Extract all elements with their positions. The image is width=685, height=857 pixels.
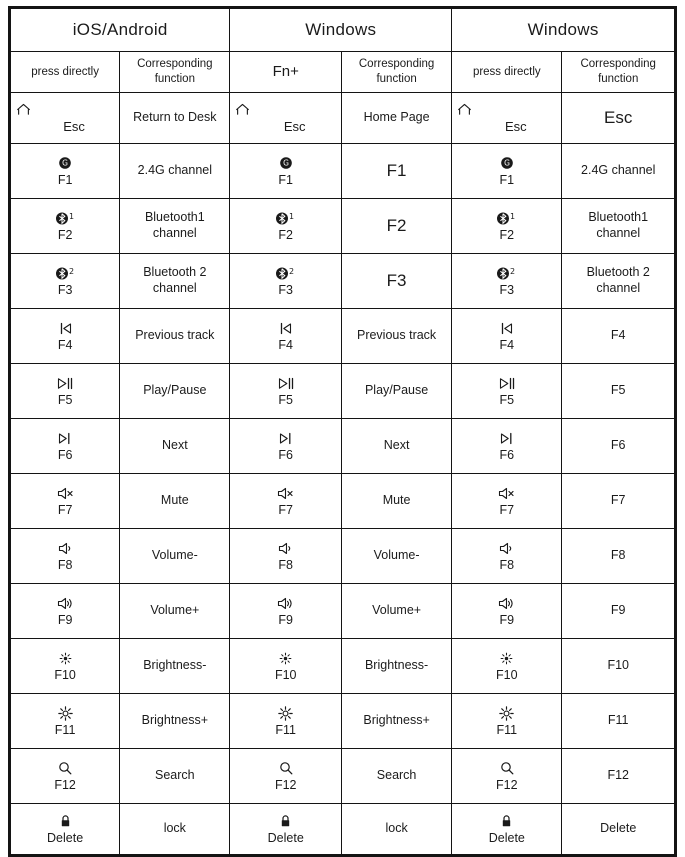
function-cell: F6 [562,419,676,474]
subheader-corresponding-function-1: Corresponding function [120,52,230,93]
lock-icon [279,814,292,830]
key-cell-ios [10,254,120,309]
table-row [10,694,676,749]
function-cell: Volume+ [120,584,230,639]
key-cell-fn [230,804,342,856]
function-cell: Bluetooth 2 channel [120,254,230,309]
function-cell: F8 [562,529,676,584]
key-cell-fn [230,584,342,639]
key-label: F9 [278,612,293,627]
key-label: F4 [499,337,515,352]
key-cell-ios [10,694,120,749]
key-cell-fn [230,364,342,419]
svg-text:1: 1 [510,211,516,221]
key-cell-ios [10,529,120,584]
previous-track-icon [277,321,294,337]
function-cell: Brightness+ [341,694,451,749]
key-cell-fn [230,529,342,584]
key-label: F3 [57,282,73,297]
table-row [10,584,676,639]
key-label: F1 [499,172,515,187]
table-row [10,199,676,254]
header-windows-fn: Windows [230,8,452,52]
key-label: F7 [499,502,515,517]
key-label: Delete [47,830,84,845]
key-cell-fn [230,254,342,309]
brightness-down-icon [59,651,72,667]
subheader-fn-plus: Fn+ [230,52,342,93]
table-row [10,749,676,804]
table-row [10,804,676,856]
bluetooth-2-icon [55,266,76,282]
bluetooth-1-icon [496,211,517,227]
search-icon [58,761,72,777]
function-cell: F7 [562,474,676,529]
key-label: F9 [499,612,515,627]
key-label: F6 [57,447,73,462]
mute-icon [57,486,74,502]
function-cell: Home Page [341,93,451,144]
key-cell-win [452,749,562,804]
bluetooth-2-icon [275,266,296,282]
brightness-down-icon [500,651,513,667]
svg-text:G: G [503,158,510,168]
key-label: F12 [274,777,297,792]
table-row [10,474,676,529]
key-cell-win [452,254,562,309]
key-cell-ios [10,199,120,254]
subheader-corresponding-function-3: Corresponding function [562,52,676,93]
key-label: F11 [496,722,518,737]
key-label: F4 [57,337,73,352]
key-label: F8 [499,557,515,572]
function-cell: Bluetooth 2 channel [562,254,676,309]
function-cell: F1 [341,144,451,199]
function-cell: Mute [341,474,451,529]
function-cell: Esc [562,93,676,144]
subheader-corresponding-function-2: Corresponding function [341,52,451,93]
key-label: F8 [57,557,73,572]
table-row [10,419,676,474]
function-cell: 2.4G channel [120,144,230,199]
key-label: F2 [278,227,293,242]
key-label: F7 [57,502,73,517]
key-cell-win [452,529,562,584]
brightness-up-icon [278,706,293,722]
lock-icon [500,814,513,830]
home-icon [14,102,116,118]
play-pause-icon [498,376,516,392]
function-cell: Mute [120,474,230,529]
function-cell: Volume- [120,529,230,584]
key-label: F11 [275,722,297,737]
function-cell: Next [341,419,451,474]
lock-icon [59,814,72,830]
function-cell: Bluetooth1 channel [562,199,676,254]
svg-text:G: G [62,158,69,168]
key-cell-fn [230,93,342,144]
key-cell-win [452,93,562,144]
subheader-row [10,52,676,93]
header-group-row [10,8,676,52]
key-label: F2 [57,227,73,242]
key-label: F7 [278,502,293,517]
key-cell-win [452,694,562,749]
key-label: F3 [499,282,515,297]
play-pause-icon [277,376,295,392]
key-label: F9 [57,612,73,627]
table-row [10,529,676,584]
key-label: F11 [54,722,76,737]
function-cell: Delete [562,804,676,856]
table-row [10,144,676,199]
volume-down-icon [278,541,293,557]
function-cell: Brightness- [341,639,451,694]
function-cell: lock [341,804,451,856]
bluetooth-2-icon [496,266,517,282]
key-cell-fn [230,639,342,694]
function-cell: F12 [562,749,676,804]
key-cell-win [452,309,562,364]
key-cell-fn [230,694,342,749]
volume-down-icon [58,541,73,557]
brightness-up-icon [58,706,73,722]
subheader-press-directly-2: press directly [452,52,562,93]
header-windows: Windows [452,8,676,52]
function-cell: F9 [562,584,676,639]
function-cell: Bluetooth1 channel [120,199,230,254]
search-icon [500,761,514,777]
function-cell: Search [341,749,451,804]
volume-up-icon [57,596,74,612]
key-label: F5 [57,392,73,407]
key-cell-ios [10,309,120,364]
table-row [10,309,676,364]
key-label: Delete [488,830,525,845]
key-cell-ios [10,364,120,419]
function-cell: F10 [562,639,676,694]
key-label: F1 [57,172,73,187]
table-body [10,93,676,856]
svg-text:2: 2 [289,266,295,276]
key-cell-ios [10,584,120,639]
function-cell: F5 [562,364,676,419]
key-label: F8 [278,557,293,572]
function-cell: Previous track [120,309,230,364]
key-label: Delete [267,830,304,845]
function-cell: F4 [562,309,676,364]
function-cell: F3 [341,254,451,309]
next-track-icon [278,431,294,447]
key-cell-win [452,199,562,254]
key-label: F10 [54,667,76,682]
key-label: F6 [499,447,515,462]
key-label: F12 [54,777,76,792]
home-icon [233,102,338,118]
svg-text:1: 1 [289,211,295,221]
home-icon [455,102,558,118]
header-ios-android: iOS/Android [10,8,230,52]
mute-icon [277,486,294,502]
svg-text:2: 2 [68,266,74,276]
bluetooth-1-icon [55,211,76,227]
key-label: F6 [278,447,293,462]
function-cell: Previous track [341,309,451,364]
key-cell-ios [10,144,120,199]
volume-up-icon [498,596,515,612]
key-cell-ios [10,804,120,856]
table-row [10,93,676,144]
key-label: F10 [496,667,518,682]
key-cell-win [452,639,562,694]
brightness-up-icon [499,706,514,722]
key-cell-fn [230,309,342,364]
volume-down-icon [499,541,514,557]
key-cell-win [452,474,562,529]
function-cell: Play/Pause [120,364,230,419]
play-pause-icon [56,376,74,392]
search-icon [279,761,293,777]
volume-up-icon [277,596,294,612]
brightness-down-icon [279,651,292,667]
function-cell: F2 [341,199,451,254]
key-label: Esc [283,119,306,134]
key-cell-ios [10,93,120,144]
key-cell-ios [10,419,120,474]
bluetooth-1-icon [275,211,296,227]
key-label: F4 [278,337,293,352]
rf-2-4g-icon [58,156,72,172]
key-cell-fn [230,474,342,529]
function-cell: Return to Desk [120,93,230,144]
next-track-icon [499,431,515,447]
function-cell: Brightness+ [120,694,230,749]
key-cell-win [452,584,562,639]
key-label: F5 [278,392,293,407]
key-mapping-table [8,6,677,857]
key-label: F2 [499,227,515,242]
key-cell-win [452,419,562,474]
key-label: Esc [63,119,85,134]
previous-track-icon [498,321,515,337]
key-cell-ios [10,639,120,694]
key-label: F12 [496,777,518,792]
svg-text:2: 2 [510,266,516,276]
key-cell-win [452,804,562,856]
key-cell-win [452,144,562,199]
function-cell: Play/Pause [341,364,451,419]
function-cell: Search [120,749,230,804]
function-cell: Volume+ [341,584,451,639]
key-cell-ios [10,474,120,529]
table-row [10,364,676,419]
function-cell: lock [120,804,230,856]
key-cell-ios [10,749,120,804]
svg-text:1: 1 [68,211,74,221]
function-cell: Volume- [341,529,451,584]
table-row [10,639,676,694]
previous-track-icon [57,321,74,337]
rf-2-4g-icon [279,156,293,172]
mute-icon [498,486,515,502]
function-cell: Next [120,419,230,474]
next-track-icon [57,431,73,447]
key-label: F1 [278,172,293,187]
svg-text:G: G [282,158,289,168]
function-cell: 2.4G channel [562,144,676,199]
function-cell: F11 [562,694,676,749]
key-label: F5 [499,392,515,407]
key-cell-fn [230,199,342,254]
key-cell-fn [230,419,342,474]
key-label: F10 [274,667,297,682]
subheader-press-directly-1: press directly [10,52,120,93]
key-label: F3 [278,282,293,297]
function-cell: Brightness- [120,639,230,694]
table-row [10,254,676,309]
key-label: Esc [504,119,527,134]
rf-2-4g-icon [500,156,514,172]
key-cell-win [452,364,562,419]
key-cell-fn [230,749,342,804]
key-cell-fn [230,144,342,199]
